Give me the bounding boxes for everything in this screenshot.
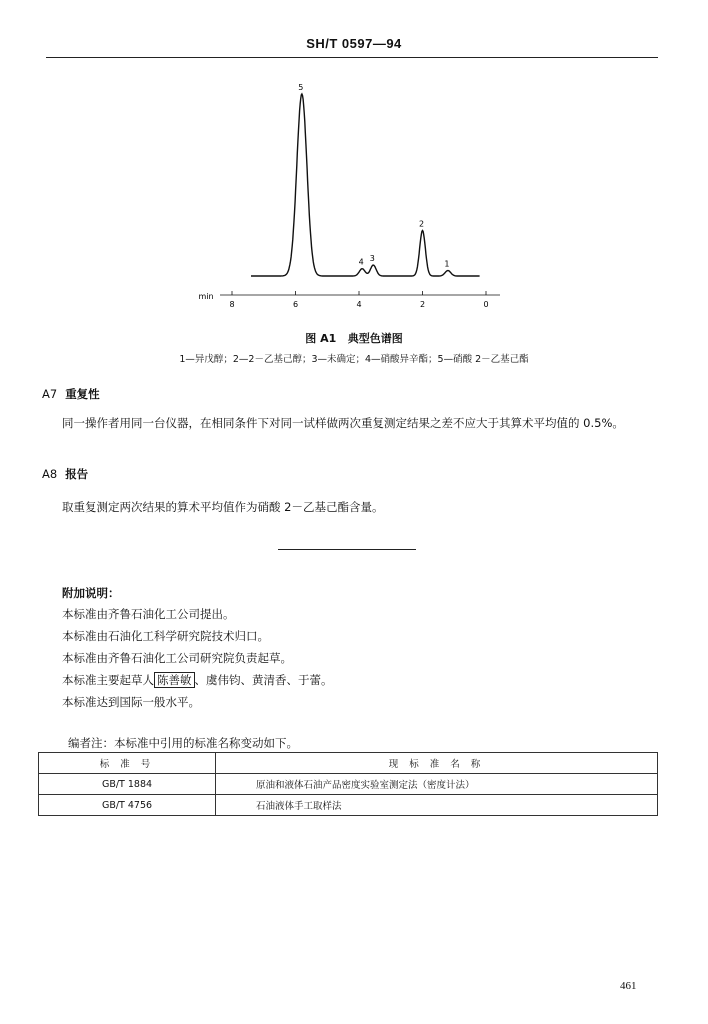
section-a8-text: 取重复测定两次结果的算术平均值作为硝酸 2－乙基己酯含量。 xyxy=(62,500,384,514)
standard-code: SH/T 0597—94 xyxy=(306,36,402,51)
header-rule xyxy=(46,57,658,58)
x-tick-label: 4 xyxy=(356,300,362,309)
table-row xyxy=(39,795,658,816)
table-cell: GB/T 4756 xyxy=(39,795,216,816)
figure-number: 图 A1 xyxy=(305,332,337,345)
additional-line-4: 本标准达到国际一般水平。 xyxy=(62,695,200,709)
peak-label: 5 xyxy=(298,83,304,92)
section-a7-heading xyxy=(42,386,100,402)
figure-title: 典型色谱图 xyxy=(347,332,403,345)
peak-label: 1 xyxy=(444,259,450,269)
table-header-row xyxy=(39,753,658,774)
drafter-boxed: 陈善敏 xyxy=(154,672,195,688)
table-cell: 石油液体手工取样法 xyxy=(216,795,658,816)
x-tick-label: 6 xyxy=(292,300,299,309)
chromatogram-trace xyxy=(251,94,480,276)
peak-label: 3 xyxy=(369,254,375,264)
section-a7-text: 同一操作者用同一台仪器，在相同条件下对同一试样做两次重复测定结果之差不应大于其算术平均值的 0.5%。 xyxy=(62,416,624,430)
peak-label: 2 xyxy=(418,219,425,229)
section-a8-title: 报告 xyxy=(65,467,89,481)
additional-line-2: 本标准由石油化工科学研究院技术归口。 xyxy=(62,629,269,643)
x-tick-label: 2 xyxy=(419,300,426,309)
x-axis-label: min xyxy=(198,292,214,301)
section-a8-heading xyxy=(42,466,88,482)
editor-note: 编者注：本标准中引用的标准名称变动如下。 xyxy=(68,736,298,750)
x-tick-label: 0 xyxy=(483,300,489,309)
drafters-prefix: 本标准主要起草人 xyxy=(62,673,154,687)
table-cell: GB/T 1884 xyxy=(39,774,216,795)
peak-label: 4 xyxy=(358,257,364,267)
table-header-cell: 现 标 准 名 称 xyxy=(216,753,658,774)
chromatogram-chart xyxy=(180,80,520,320)
additional-line-1: 本标准由齐鲁石油化工公司提出。 xyxy=(62,607,235,621)
section-a8-number: A8 xyxy=(42,467,58,481)
section-a7-number: A7 xyxy=(42,387,58,401)
table-row xyxy=(39,774,658,795)
end-rule xyxy=(278,549,416,550)
table-header-cell: 标 准 号 xyxy=(39,753,216,774)
figure-caption xyxy=(0,330,708,346)
figure-legend: 1—异戊醇；2—2－乙基己醇；3—未确定；4—硝酸异辛酯；5—硝酸 2－乙基己酯 xyxy=(179,354,529,365)
page-number: 461 xyxy=(620,980,637,992)
additional-line-3: 本标准由齐鲁石油化工公司研究院负责起草。 xyxy=(62,651,292,665)
drafters-rest: 、虞伟钧、黄清香、于蕾。 xyxy=(194,673,333,687)
section-a7-title: 重复性 xyxy=(65,387,100,401)
standards-table xyxy=(38,752,658,816)
additional-notes-title: 附加说明： xyxy=(62,586,120,600)
x-tick-label: 8 xyxy=(229,300,235,309)
table-cell: 原油和液体石油产品密度实验室测定法（密度计法） xyxy=(216,774,658,795)
additional-drafters xyxy=(62,672,333,688)
